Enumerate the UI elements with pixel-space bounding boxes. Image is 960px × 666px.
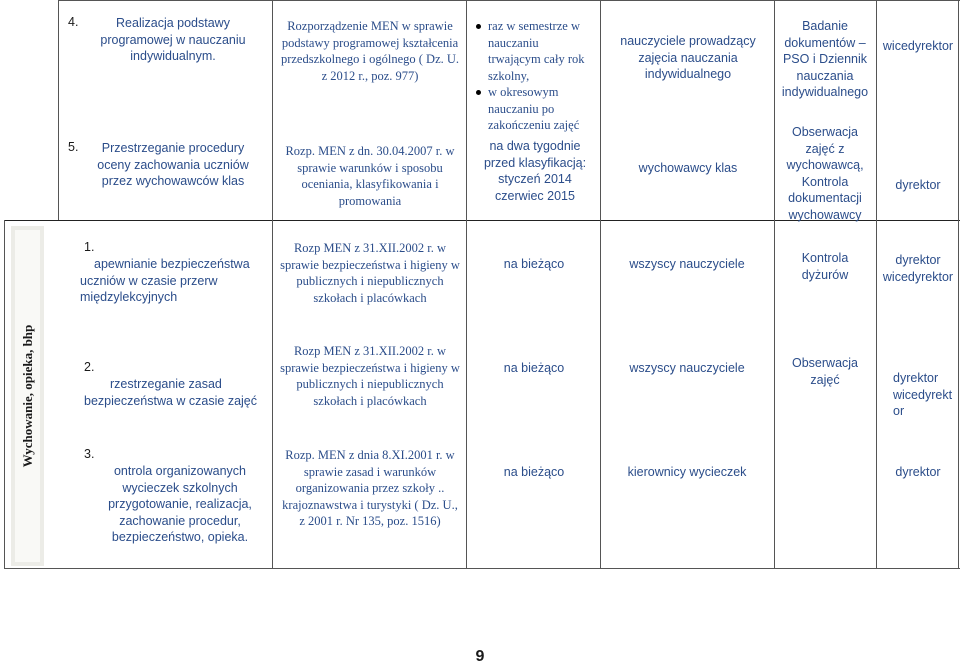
row4-timing bbox=[474, 18, 594, 134]
row2-timing: na bieżąco bbox=[503, 361, 565, 375]
table-bottom-border bbox=[4, 568, 960, 569]
row4-law-text: Rozporządzenie MEN w sprawie podstawy programowej kształcenia przedszkolnego i ogólnego ( Dz. U. z 2012 r., poz. 977) bbox=[280, 19, 460, 83]
col-border-3 bbox=[600, 0, 601, 568]
row2-law: Rozp MEN z 31.XII.2002 r. w sprawie bezpieczeństwa i higieny w publicznych i niepublicznych szkołach i placówkach bbox=[280, 344, 460, 408]
row5-task: Przestrzeganie procedury oceny zachowania uczniów przez wychowawców klas bbox=[97, 141, 249, 188]
row4-law bbox=[280, 18, 460, 84]
col-border-4 bbox=[774, 0, 775, 568]
row3-timing: na bieżąco bbox=[503, 465, 565, 479]
row5-timing: na dwa tygodnie przed klasyfikacją: styczeń 2014 czerwiec 2015 bbox=[483, 139, 587, 203]
section-label: Wychowanie, opieka, bhp bbox=[20, 324, 35, 468]
col-border-2 bbox=[466, 0, 467, 568]
row3-number: 3. bbox=[84, 447, 95, 461]
row1-responsible: dyrektor wicedyrektor bbox=[882, 253, 954, 284]
row2-responsible: dyrektor wicedyrekt or bbox=[893, 371, 953, 418]
row4-task: Realizacja podstawy programowej w nauczaniu indywidualnym. bbox=[100, 16, 246, 63]
row3-responsible: dyrektor bbox=[895, 465, 941, 479]
row4-responsible: wicedyrektor bbox=[882, 39, 954, 53]
row3-who: kierownicy wycieczek bbox=[627, 465, 747, 479]
row1-number: 1. bbox=[84, 240, 95, 254]
section-label-box bbox=[11, 226, 44, 566]
row4-timing-list bbox=[474, 18, 594, 134]
row3-task: ontrola organizowanych wycieczek szkolnych przygotowanie, realizacja, zachowanie procedur, bezpieczeństwo, opieka. bbox=[108, 464, 252, 544]
col-border-1 bbox=[272, 0, 273, 568]
row5-number: 5. bbox=[68, 140, 79, 154]
col-border-5 bbox=[876, 0, 877, 568]
row1-who: wszyscy nauczyciele bbox=[629, 257, 745, 271]
table-top-border bbox=[58, 0, 960, 1]
row5-who: wychowawcy klas bbox=[638, 161, 738, 175]
row4-timing-bullet-1: raz w semestrze w nauczaniu trwającym cały rok szkolny, bbox=[474, 18, 594, 84]
row3-law: Rozp. MEN z dnia 8.XI.2001 r. w sprawie zasad i warunków organizowania przez szkoły .. krajoznawstwa i turystyki ( Dz. U., z 2001 r. Nr 135, poz. 1516) bbox=[282, 448, 458, 528]
row5-law: Rozp. MEN z dn. 30.04.2007 r. w sprawie warunków i sposobu oceniania, klasyfikowania i promowania bbox=[285, 144, 455, 208]
row2-number: 2. bbox=[84, 360, 95, 374]
row2-task: rzestrzeganie zasad bezpieczeństwa w czasie zajęć bbox=[84, 377, 257, 408]
row1-task: apewnianie bezpieczeństwa uczniów w czasie przerw międzylekcyjnych bbox=[80, 257, 250, 304]
row2-who: wszyscy nauczyciele bbox=[629, 361, 745, 375]
col-border-6 bbox=[958, 0, 959, 568]
row4-timing-bullet-2: w okresowym nauczaniu po zakończeniu zajęć bbox=[474, 84, 594, 134]
row1-method: Kontrola dyżurów bbox=[801, 251, 849, 282]
row4-number: 4. bbox=[68, 15, 79, 29]
row2-method: Obserwacja zajęć bbox=[792, 356, 858, 387]
row5-responsible: dyrektor bbox=[895, 178, 941, 192]
page-number: 9 bbox=[475, 648, 485, 665]
row4-method: Badanie dokumentów – PSO i Dziennik nauczania indywidualnego bbox=[781, 19, 869, 99]
row5-method: Obserwacja zajęć z wychowawcą, Kontrola dokumentacji wychowawcy bbox=[786, 125, 864, 222]
row1-timing: na bieżąco bbox=[503, 257, 565, 271]
row4-who: nauczyciele prowadzący zajęcia nauczania indywidualnego bbox=[620, 34, 756, 81]
col-border-0b bbox=[4, 220, 5, 568]
row1-law: Rozp MEN z 31.XII.2002 r. w sprawie bezpieczeństwa i higieny w publicznych i niepublicznych szkołach i placówkach bbox=[280, 241, 460, 305]
col-border-0 bbox=[58, 0, 59, 220]
